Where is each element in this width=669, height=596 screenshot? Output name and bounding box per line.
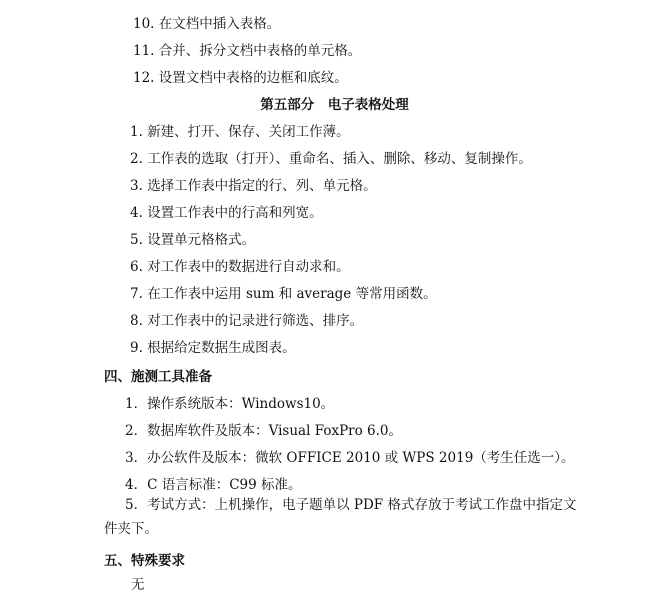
tool-item: 5．考试方式：上机操作，电子题单以 PDF 格式存放于考试工作盘中指定文 bbox=[125, 497, 577, 513]
item-number: 12. bbox=[133, 70, 155, 86]
item-number: 3. bbox=[130, 178, 143, 194]
list-item bbox=[130, 177, 377, 195]
part-title: 第五部分 电子表格处理 bbox=[260, 97, 409, 113]
list-item bbox=[130, 150, 532, 168]
list-item bbox=[133, 15, 280, 33]
item-number: 9. bbox=[130, 340, 143, 356]
item-text: 根据给定数据生成图表。 bbox=[147, 340, 296, 356]
item-number: 7. bbox=[130, 286, 143, 302]
item-text: 选择工作表中指定的行、列、单元格。 bbox=[147, 178, 377, 194]
item-text: 对工作表中的数据进行自动求和。 bbox=[147, 259, 350, 275]
tool-item: 2．数据库软件及版本：Visual FoxPro 6.0。 bbox=[125, 423, 402, 439]
item-number: 2. bbox=[130, 151, 143, 167]
item-text: 在工作表中运用 sum 和 average 等常用函数。 bbox=[147, 286, 437, 302]
item-text: 设置工作表中的行高和列宽。 bbox=[147, 205, 323, 221]
item-text: 设置单元格格式。 bbox=[147, 232, 256, 248]
item-text: 在文档中插入表格。 bbox=[158, 16, 281, 32]
item-text: 合并、拆分文档中表格的单元格。 bbox=[158, 43, 362, 59]
list-item bbox=[130, 258, 350, 276]
list-item bbox=[133, 69, 348, 87]
item-text: 新建、打开、保存、关闭工作薄。 bbox=[147, 124, 350, 140]
item-number: 8. bbox=[130, 313, 143, 329]
section-body: 无 bbox=[131, 577, 145, 593]
item-number: 6. bbox=[130, 259, 143, 275]
item-text: 对工作表中的记录进行筛选、排序。 bbox=[147, 313, 364, 329]
section-heading: 五、特殊要求 bbox=[104, 553, 185, 569]
list-item bbox=[130, 312, 363, 330]
item-text: 设置文档中表格的边框和底纹。 bbox=[158, 70, 348, 86]
section-heading: 四、施测工具准备 bbox=[104, 369, 212, 385]
tool-item: 4．C 语言标准：C99 标准。 bbox=[125, 477, 302, 493]
list-item bbox=[130, 204, 323, 222]
item-number: 4. bbox=[130, 205, 143, 221]
list-item bbox=[133, 42, 361, 60]
list-item bbox=[130, 123, 350, 141]
tool-item: 1．操作系统版本：Windows10。 bbox=[125, 396, 335, 412]
item-number: 11. bbox=[133, 43, 155, 59]
item-number: 5. bbox=[130, 232, 143, 248]
list-item bbox=[130, 285, 437, 303]
item-text: 工作表的选取（打开）、重命名、插入、删除、移动、复制操作。 bbox=[147, 151, 532, 167]
list-item bbox=[130, 231, 255, 249]
item-number: 1. bbox=[130, 124, 143, 140]
list-item bbox=[130, 339, 296, 357]
tool-item: 3．办公软件及版本：微软 OFFICE 2010 或 WPS 2019（考生任选一）。 bbox=[125, 450, 575, 466]
tool-item-continuation: 件夹下。 bbox=[104, 521, 158, 537]
item-number: 10. bbox=[133, 16, 155, 32]
